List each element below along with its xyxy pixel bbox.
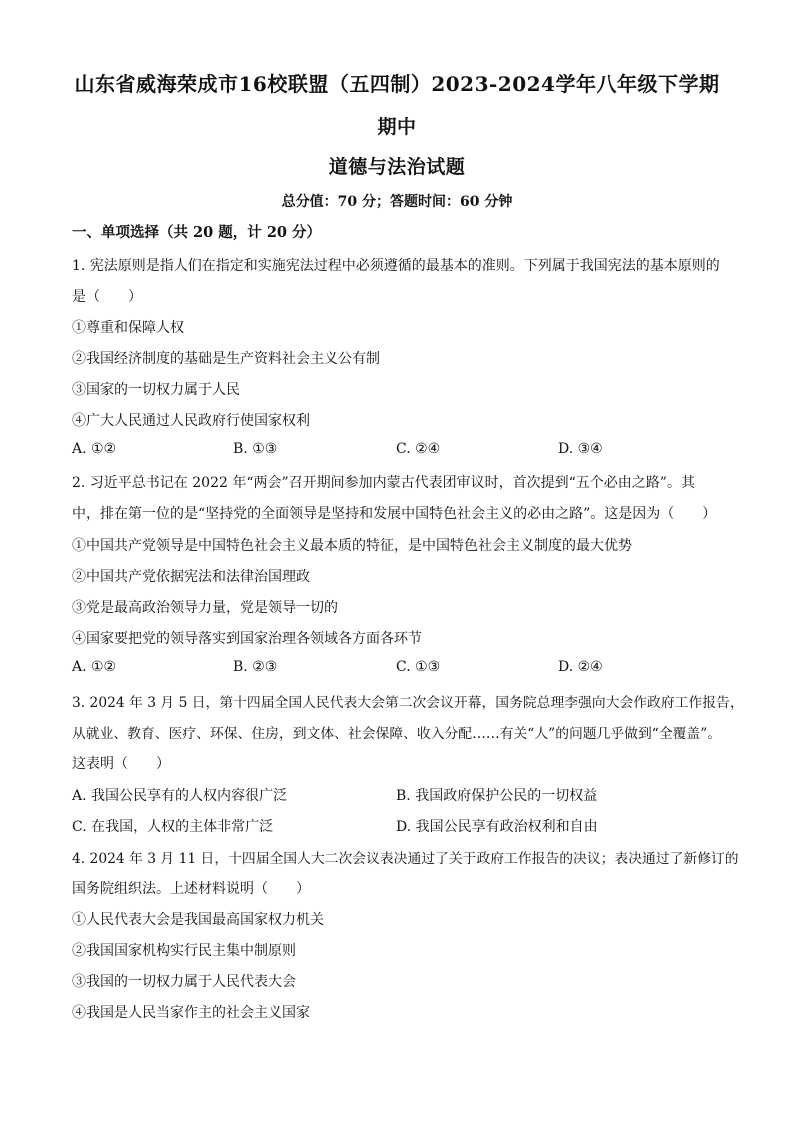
section-heading: 一、单项选择（共 20 题，计 20 分） xyxy=(72,224,322,241)
q1-option-b[interactable]: B. ①③ xyxy=(233,441,278,457)
q2-stem-line1: 2. 习近平总书记在 2022 年“两会”召开期间参加内蒙古代表团审议时，首次提到“五个必由之路”。其 xyxy=(72,475,695,491)
exam-title-line2: 期中 xyxy=(377,116,417,138)
q4-stem-line1: 4. 2024 年 3 月 11 日，十四届全国人大二次会议表决通过了关于政府工作报告的决议；表决通过了新修订的 xyxy=(72,851,739,867)
subject-title: 道德与法治试题 xyxy=(328,156,466,178)
q2-option-c[interactable]: C. ①③ xyxy=(396,659,441,675)
q2-item-1: ①中国共产党领导是中国特色社会主义最本质的特征，是中国特色社会主义制度的最大优势 xyxy=(72,538,632,554)
q4-item-4: ④我国是人民当家作主的社会主义国家 xyxy=(72,1005,310,1021)
q3-stem-line2: 从就业、教育、医疗、环保、住房，到文体、社会保障、收入分配……有关“人”的问题几乎做到“全覆盖”。 xyxy=(72,726,722,742)
exam-title-line1: 山东省威海荣成市16校联盟（五四制）2023-2024学年八年级下学期 xyxy=(74,72,720,96)
q1-item-1: ①尊重和保障人权 xyxy=(72,320,184,336)
q3-stem-line3: 这表明（ ） xyxy=(72,756,170,772)
q4-item-2: ②我国国家机构实行民主集中制原则 xyxy=(72,943,296,959)
q3-option-b[interactable]: B. 我国政府保护公民的一切权益 xyxy=(396,788,598,804)
q3-option-d[interactable]: D. 我国公民享有政治权利和自由 xyxy=(396,819,598,835)
q2-item-2: ②中国共产党依据宪法和法律治国理政 xyxy=(72,569,310,585)
q3-option-a[interactable]: A. 我国公民享有的人权内容很广泛 xyxy=(72,788,288,804)
q3-option-c[interactable]: C. 在我国，人权的主体非常广泛 xyxy=(72,819,274,835)
q1-option-c[interactable]: C. ②④ xyxy=(396,441,441,457)
q4-stem-line2: 国务院组织法。上述材料说明（ ） xyxy=(72,881,310,897)
q4-item-3: ③我国的一切权力属于人民代表大会 xyxy=(72,974,296,990)
q3-stem-line1: 3. 2024 年 3 月 5 日，第十四届全国人民代表大会第二次会议开幕，国务院总理李强向大会作政府工作报告， xyxy=(72,695,744,711)
q1-option-a[interactable]: A. ①② xyxy=(72,441,117,457)
score-time-info: 总分值：70 分；答题时间：60 分钟 xyxy=(281,194,513,210)
q1-item-2: ②我国经济制度的基础是生产资料社会主义公有制 xyxy=(72,351,380,367)
q2-item-4: ④国家要把党的领导落实到国家治理各领域各方面各环节 xyxy=(72,631,422,647)
q1-item-3: ③国家的一切权力属于人民 xyxy=(72,382,240,398)
q2-option-b[interactable]: B. ②③ xyxy=(233,659,278,675)
q4-item-1: ①人民代表大会是我国最高国家权力机关 xyxy=(72,912,324,928)
q1-item-4: ④广大人民通过人民政府行使国家权利 xyxy=(72,413,310,429)
q2-option-a[interactable]: A. ①② xyxy=(72,659,117,675)
q2-option-d[interactable]: D. ②④ xyxy=(558,659,603,675)
q1-option-d[interactable]: D. ③④ xyxy=(558,441,603,457)
q1-stem-line2: 是（ ） xyxy=(72,289,142,305)
q2-item-3: ③党是最高政治领导力量，党是领导一切的 xyxy=(72,600,338,616)
q1-stem-line1: 1. 宪法原则是指人们在指定和实施宪法过程中必须遵循的最基本的准则。下列属于我国宪法的基本原则的 xyxy=(72,258,720,274)
q2-stem-line2: 中，排在第一位的是“坚持党的全面领导是坚持和发展中国特色社会主义的必由之路”。这是因为（ ） xyxy=(72,506,717,522)
